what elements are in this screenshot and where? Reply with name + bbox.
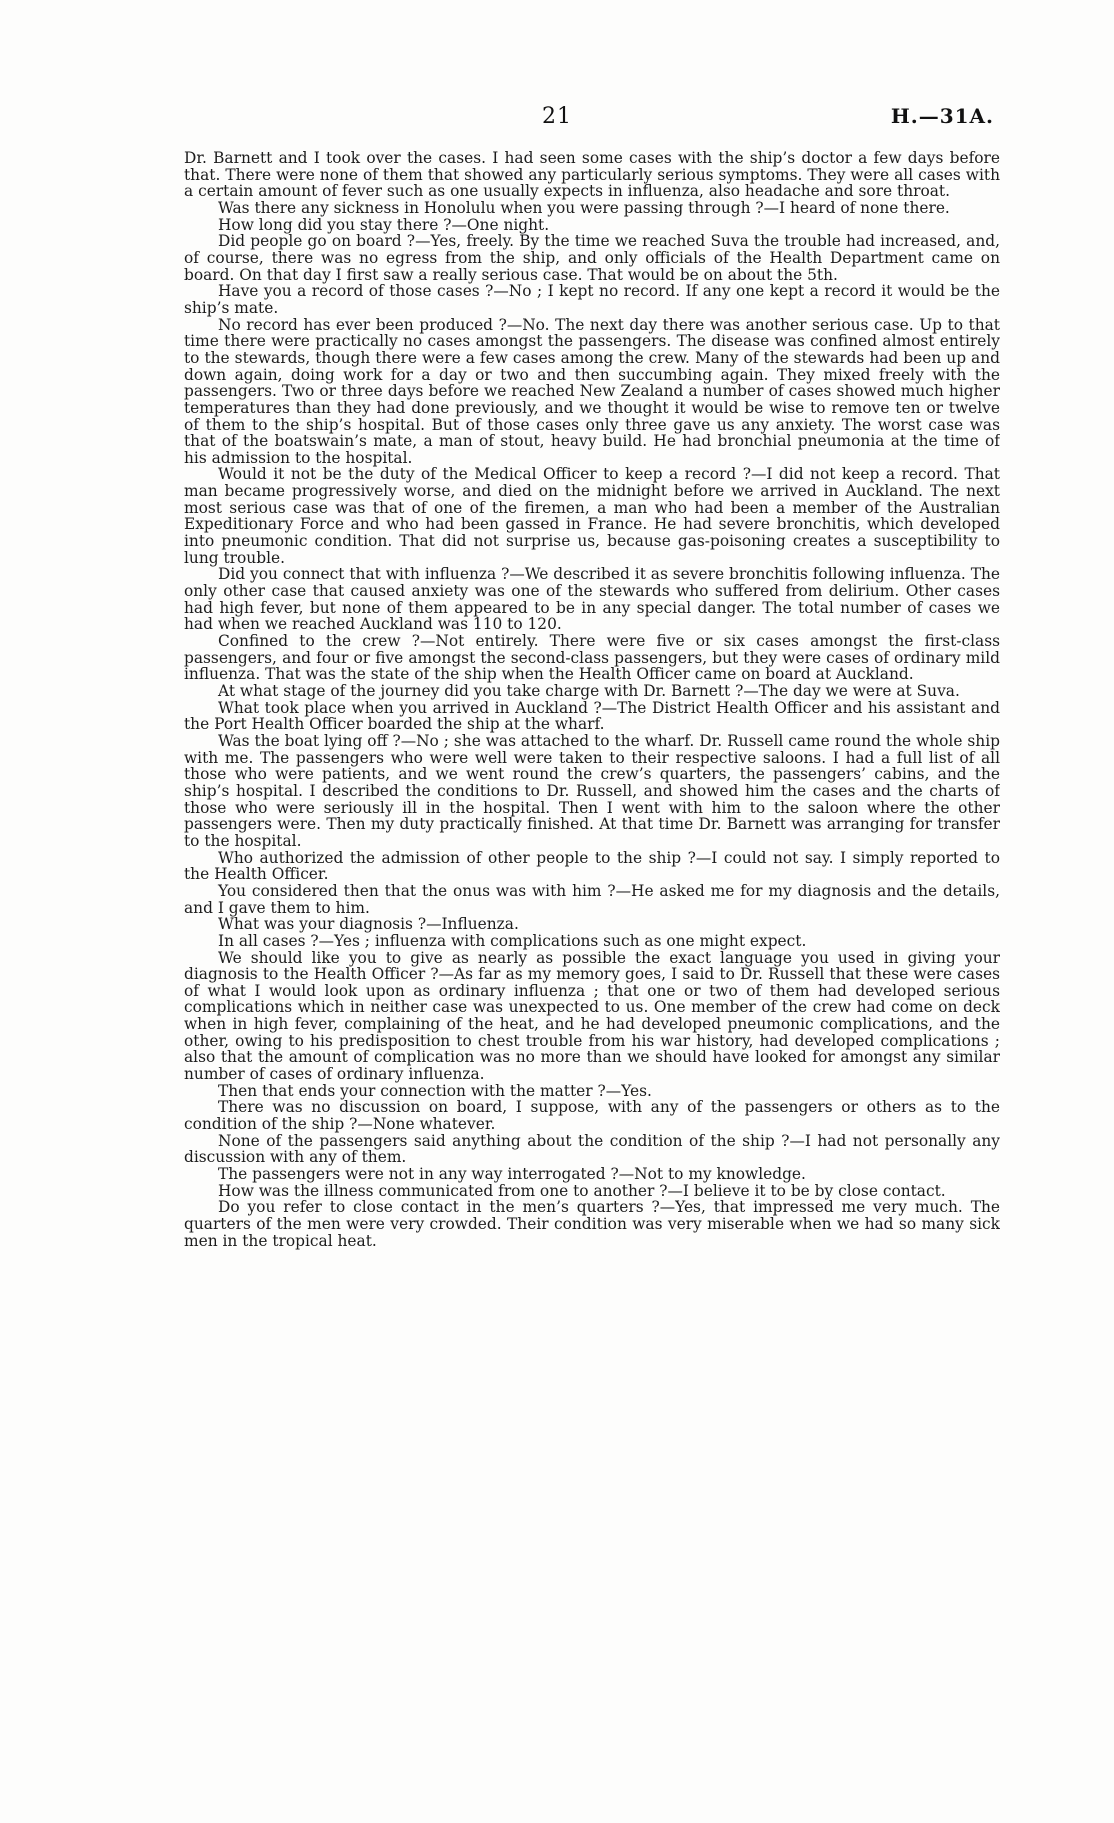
paragraph: Do you refer to close contact in the men’s quarters ?—Yes, that impressed me very much. The quarters of the men were very crowded. Their condition was very miserable when we had so many sick men in the tropical heat. xyxy=(184,1198,1000,1250)
paragraph: How was the illness communicated from one to another ?—I believe it to be by close contact. xyxy=(218,1181,946,1200)
page-header xyxy=(0,104,1114,134)
paragraph: Would it not be the duty of the Medical Officer to keep a record ?—I did not keep a record. That man became progressively worse, and died on the midnight before we arrived in Auckland. The next most serious case was that of one of the firemen, a man who had been a member of the Australian Expeditionary Force and who had been gassed in France. He had severe bronchitis, which developed into pneumonic condition. That did not surprise us, because gas-poisoning creates a susceptibility to lung trouble. xyxy=(184,465,1000,567)
paragraph: None of the passengers said anything about the condition of the ship ?—I had not personally any discussion with any of them. xyxy=(184,1131,1000,1167)
paragraph: What took place when you arrived in Auckland ?—The District Health Officer and his assistant and the Port Health Officer boarded the ship at the wharf. xyxy=(184,698,1000,734)
paragraph: Confined to the crew ?—Not entirely. There were five or six cases amongst the first-class passengers, and four or five amongst the second-class passengers, but they were cases of ordinary mild influenza. That was the state of the ship when the Health Officer came on board at Auckland. xyxy=(184,632,1000,684)
document-code: H.—31A. xyxy=(890,104,994,128)
paragraph: Who authorized the admission of other people to the ship ?—I could not say. I simply reported to the Health Officer. xyxy=(184,848,1000,884)
paragraph: In all cases ?—Yes ; influenza with complications such as one might expect. xyxy=(218,931,807,950)
paragraph: You considered then that the onus was with him ?—He asked me for my diagnosis and the details, and I gave them to him. xyxy=(184,881,1000,917)
paragraph: The passengers were not in any way interrogated ?—Not to my knowledge. xyxy=(218,1165,806,1184)
paragraph: Then that ends your connection with the matter ?—Yes. xyxy=(218,1081,652,1100)
paragraph: Was there any sickness in Honolulu when you were passing through ?—I heard of none there. xyxy=(218,198,950,217)
paragraph: We should like you to give as nearly as possible the exact language you used in giving your diagnosis to the Health Officer ?—As far as my memory goes, I said to Dr. Russell that these were cases of what I would look upon as ordinary influenza ; that one or two of them had developed serious complications which in neither case was unexpected to us. One member of the crew had come on deck when in high fever, complaining of the heat, and he had developed pneumonic complications, and the other, owing to his predisposition to chest trouble from his war history, had developed complications ; also that the amount of complication was no more than we should have looked for amongst any similar number of cases of ordinary influenza. xyxy=(184,948,1000,1084)
paragraph: At what stage of the journey did you take charge with Dr. Barnett ?—The day we were at Suva. xyxy=(218,682,960,700)
paragraph: Did you connect that with influenza ?—We described it as severe bronchitis following influenza. The only other case that caused anxiety was one of the stewards who suffered from delirium. Other cases had high fever, but none of them appeared to be in any special danger. The total number of cases we had when we reached Auckland was 110 to 120. xyxy=(184,565,1000,634)
page-number: 21 xyxy=(542,104,572,129)
paragraph: Did people go on board ?—Yes, freely. By the time we reached Suva the trouble had increased, and, of course, there was no egress from the ship, and only officials of the Health Department came on board. On that day I first saw a really serious case. That would be on about the 5th. xyxy=(184,232,1000,284)
document-body xyxy=(184,150,1000,1630)
paragraph: Dr. Barnett and I took over the cases. I had seen some cases with the ship’s doctor a few days before that. There were none of them that showed any particularly serious symptoms. They were all cases with a certain amount of fever such as one usually expects in influenza, also headache and sore throat. xyxy=(184,150,1000,201)
paragraph: No record has ever been produced ?—No. The next day there was another serious case. Up to that time there were practically no cases amongst the passengers. The disease was confined almost entirely to the stewards, though there were a few cases among the crew. Many of the stewards had been up and down again, doing work for a day or two and then succumbing again. They mixed freely with the passengers. Two or three days before we reached New Zealand a number of cases showed much higher temperatures than they had done previously, and we thought it would be wise to remove ten or twelve of them to the ship’s hospital. But of those cases only three gave us any anxiety. The worst case was that of the boatswain’s mate, a man of stout, heavy build. He had bronchial pneumonia at the time of his admission to the hospital. xyxy=(184,315,1000,467)
paragraph: What was your diagnosis ?—Influenza. xyxy=(218,915,519,934)
paragraph: Was the boat lying off ?—No ; she was attached to the wharf. Dr. Russell came round the whole ship with me. The passengers who were well were taken to their respective saloons. I had a full list of all those who were patients, and we went round the crew’s quarters, the passengers’ cabins, and the ship’s hospital. I described the conditions to Dr. Russell, and showed him the cases and the charts of those who were seriously ill in the hospital. Then I went with him to the saloon where the other passengers were. Then my duty practically finished. At that time Dr. Barnett was arranging for transfer to the hospital. xyxy=(184,731,1000,850)
paragraph: How long did you stay there ?—One night. xyxy=(218,215,550,234)
paragraph: Have you a record of those cases ?—No ; I kept no record. If any one kept a record it would be the ship’s mate. xyxy=(184,282,1000,317)
paragraph: There was no discussion on board, I suppose, with any of the passengers or others as to the condition of the ship ?—None whatever. xyxy=(184,1098,1000,1134)
